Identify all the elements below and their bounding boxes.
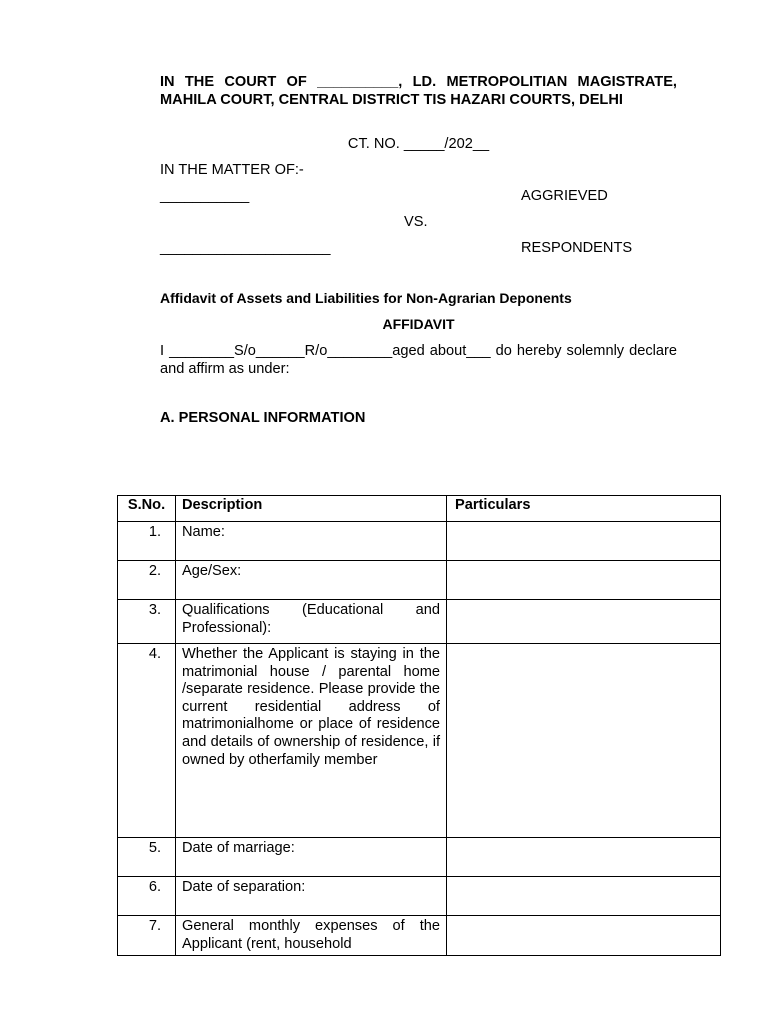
header-sno: S.No. [118,496,176,522]
row-description: Date of separation: [176,877,447,916]
row-particulars [447,838,721,877]
header-description: Description [176,496,447,522]
row-particulars [447,877,721,916]
aggrieved-name-blank: ___________ [160,188,250,204]
table-row [118,561,721,600]
affidavit-title: AFFIDAVIT [382,316,455,332]
respondents-label: RESPONDENTS [521,240,633,256]
section-title: A. PERSONAL INFORMATION [160,410,366,426]
row-description: Date of marriage: [176,838,447,877]
row-sno: 5. [118,838,176,877]
document-title: Affidavit of Assets and Liabilities for Non-Agrarian Deponents [160,290,572,306]
row-sno: 4. [118,644,176,838]
row-sno: 1. [118,522,176,561]
row-particulars [447,522,721,561]
row-particulars [447,644,721,838]
table-header-row [118,496,721,522]
versus-label: VS. [404,214,428,230]
row-particulars [447,561,721,600]
row-particulars [447,916,721,956]
header-particulars: Particulars [447,496,721,522]
row-sno: 7. [118,916,176,956]
row-description: Whether the Applicant is staying in the matrimonial house / parental home /separate residence. Please provide the current residential address of matrimonialhome or place of residence and details of ownership of residence, if owned by otherfamily member [176,644,447,838]
table-row [118,600,721,644]
row-sno: 2. [118,561,176,600]
row-particulars [447,600,721,644]
court-heading: IN THE COURT OF __________, LD. METROPOLITIAN MAGISTRATE, MAHILA COURT, CENTRAL DISTRICT TIS HAZARI COURTS, DELHI [160,74,677,108]
table-row [118,838,721,877]
row-description: Name: [176,522,447,561]
respondent-name-blank: _____________________ [160,240,331,256]
table-row [118,522,721,561]
declaration-paragraph: I ________S/o______R/o________aged about___ do hereby solemnly declare and affirm as under: [160,343,677,377]
row-description: Qualifications (Educational and Professional): [176,600,447,644]
table-row [118,877,721,916]
aggrieved-label: AGGRIEVED [521,188,608,204]
table-row [118,644,721,838]
personal-information-table [117,495,721,956]
row-sno: 3. [118,600,176,644]
table-row [118,916,721,956]
row-description: Age/Sex: [176,561,447,600]
row-description: General monthly expenses of the Applicant (rent, household [176,916,447,956]
matter-label: IN THE MATTER OF:- [160,162,304,178]
case-number: CT. NO. _____/202__ [347,136,490,152]
row-sno: 6. [118,877,176,916]
